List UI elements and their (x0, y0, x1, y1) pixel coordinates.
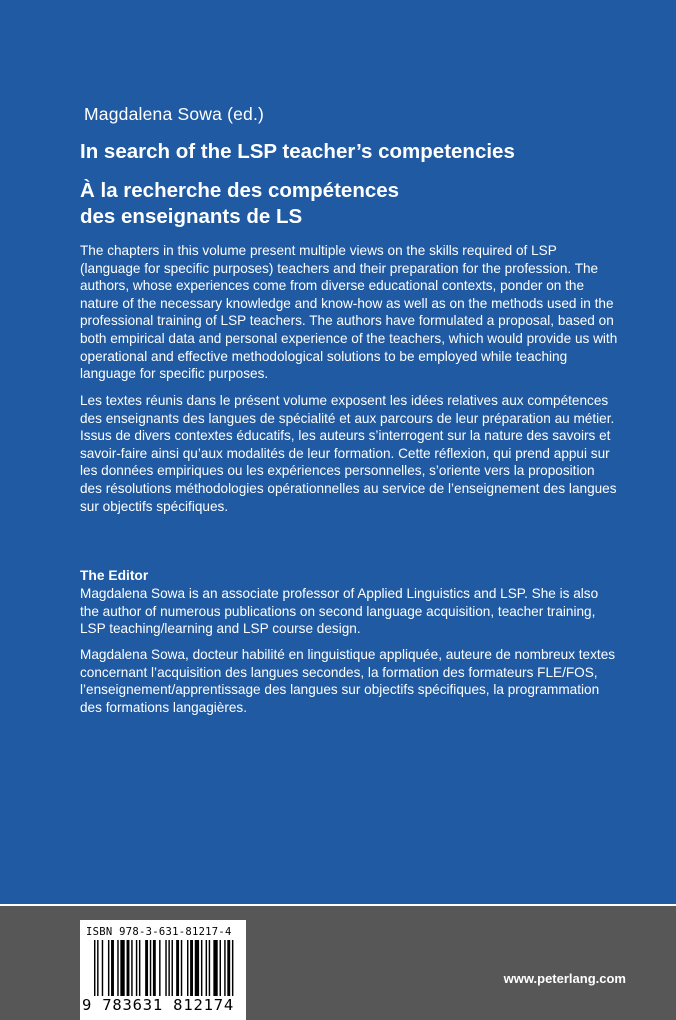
barcode-bar (145, 940, 148, 996)
barcode-bar (165, 940, 166, 996)
barcode-bar (172, 940, 173, 996)
about-editor-heading: The Editor (80, 568, 149, 583)
barcode-bar (213, 940, 217, 996)
barcode-bar (153, 940, 156, 996)
editor-line: Magdalena Sowa (ed.) (84, 104, 265, 124)
barcode-bar (176, 940, 179, 996)
about-editor-english: Magdalena Sowa is an associate professor of Applied Linguistics and LSP. She is also the author of numerous publications on second language acquisition, teacher training, LSP teaching/learning and LSP course design. (80, 586, 599, 637)
title-english: In search of the LSP teacher’s competencies (80, 140, 515, 163)
about-editor-french: Magdalena Sowa, docteur habilité en linguistique appliquée, auteure de nombreux textes concernant l’acquisition des langues secondes, la formation des formateurs FLE/FOS, l’enseignement/apprentissage des langues sur objectifs spécifiques, la programmation des formations langagières. (80, 647, 616, 715)
barcode-bar (108, 940, 109, 996)
barcode-bar (209, 940, 210, 996)
barcode-bars (94, 940, 240, 996)
barcode-bar (201, 940, 202, 996)
barcode-bar (159, 940, 160, 996)
barcode-bar (127, 940, 130, 996)
barcode-bar (187, 940, 188, 996)
barcode-digits: 9 783631 812174 (82, 996, 234, 1014)
barcode-bar (220, 940, 221, 996)
barcode-bar (111, 940, 114, 996)
barcode (80, 920, 246, 1020)
barcode-bar (227, 940, 230, 996)
barcode-bar (94, 940, 95, 996)
barcode-bar (190, 940, 193, 996)
barcode-bar (120, 940, 124, 996)
barcode-bar (195, 940, 199, 996)
blurb-french: Les textes réunis dans le présent volume exposent les idées relatives aux compétences des enseignants des langues de spécialité et aux parcours de leur préparation au métier. Issus de divers contextes éducatifs, les auteurs s’interrogent sur la nature des savoirs et savoir-faire ainsi qu’aux modalités de leur formation. Cette réflexion, qui prend appui sur les données empiriques ou les expériences personnelles, s’oriente vers la proposition des résolutions méthodologies opérationnelles au service de l’enseignement des langues sur objectifs spécifiques. (80, 393, 617, 514)
barcode-bar (181, 940, 182, 996)
title-french-line-2: des enseignants de LS (80, 205, 303, 228)
publisher-website-link[interactable]: www.peterlang.com (503, 971, 626, 986)
isbn-label: ISBN 978-3-631-81217-4 (86, 926, 232, 938)
barcode-bar (150, 940, 151, 996)
barcode-bar (97, 940, 98, 996)
barcode-bar (131, 940, 132, 996)
barcode-bar (136, 940, 137, 996)
barcode-bar (206, 940, 207, 996)
barcode-bar (232, 940, 233, 996)
barcode-bar (168, 940, 169, 996)
barcode-bar (102, 940, 103, 996)
barcode-bar (139, 940, 140, 996)
barcode-bar (117, 940, 118, 996)
barcode-bar (224, 940, 225, 996)
blurb-english: The chapters in this volume present multiple views on the skills required of LSP (language for specific purposes) teachers and their preparation for the profession. The authors, whose experiences come from diverse educational contexts, ponder on the nature of the necessary knowledge and know-how as well as on the methods used in the professional training of LSP teachers. The authors have formulated a proposal, based on both empirical data and personal experience of the teachers, which would provide us with operational and effective methodological solutions to be employed while teaching language for specific purposes. (80, 243, 618, 382)
title-french-line-1: À la recherche des compétences (80, 179, 400, 202)
title-french (80, 178, 640, 230)
